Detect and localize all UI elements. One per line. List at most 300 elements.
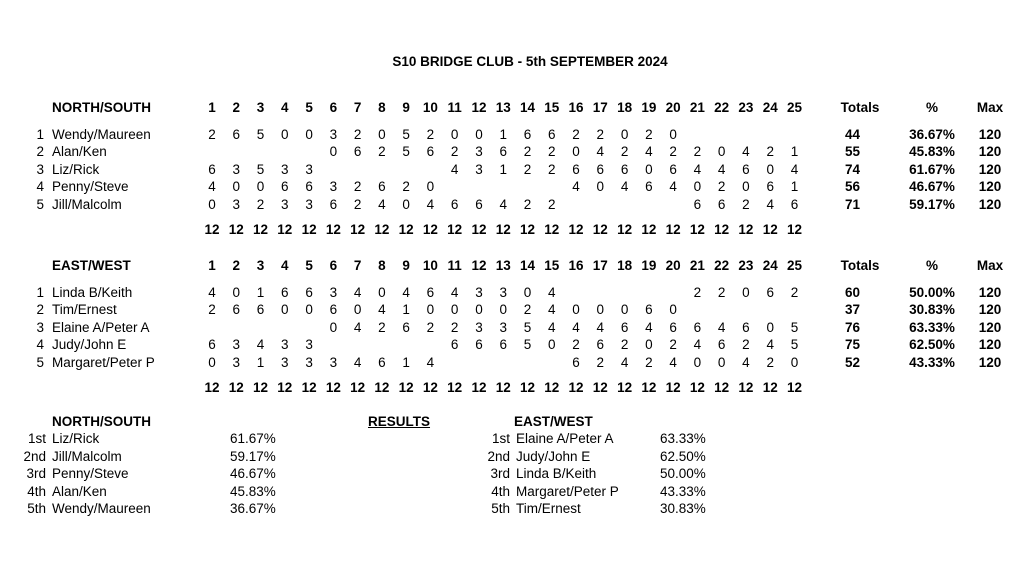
- board-score: 4: [450, 161, 459, 177]
- board-score: 4: [378, 302, 386, 318]
- result-place: 1st: [27, 431, 46, 446]
- board-score: 0: [548, 337, 556, 353]
- board-number-header: 3: [256, 258, 265, 273]
- pair-max: 120: [978, 144, 1002, 160]
- board-score: 0: [426, 302, 435, 318]
- board-top-count: 12: [447, 222, 463, 237]
- board-top-count: 12: [277, 222, 293, 237]
- result-pair: Jill/Malcolm: [52, 448, 122, 464]
- totals-header: Totals: [840, 258, 880, 273]
- board-number-header: 23: [738, 258, 754, 273]
- board-score: 3: [305, 161, 313, 177]
- board-score: 4: [402, 285, 410, 300]
- board-score: 5: [523, 337, 532, 353]
- board-score: 2: [742, 337, 750, 353]
- board-top-count: 12: [544, 222, 560, 237]
- board-score: 2: [742, 196, 750, 212]
- result-pair: Margaret/Peter P: [516, 483, 619, 499]
- result-place: 3rd: [26, 466, 46, 482]
- board-score: 6: [450, 196, 459, 212]
- board-number-header: 15: [544, 100, 560, 115]
- board-score: 4: [353, 285, 362, 300]
- board-number-header: 19: [641, 258, 657, 273]
- board-score: 4: [548, 319, 556, 335]
- board-top-count: 12: [665, 222, 681, 237]
- board-top-count: 12: [714, 380, 730, 395]
- pair-percent: 46.67%: [909, 179, 955, 195]
- board-number-header: 13: [495, 258, 511, 273]
- board-score: 4: [572, 179, 580, 195]
- board-score: 2: [450, 319, 459, 335]
- board-score: 2: [645, 354, 653, 370]
- board-score: 4: [426, 354, 435, 370]
- board-top-count: 12: [641, 222, 657, 237]
- result-pair: Judy/John E: [516, 448, 591, 464]
- board-top-count: 12: [519, 222, 536, 237]
- board-top-count: 12: [471, 222, 487, 237]
- board-score: 2: [669, 337, 677, 353]
- section-heading: NORTH/SOUTH: [52, 100, 151, 115]
- result-place: 1st: [491, 431, 510, 446]
- board-score: 0: [329, 319, 338, 335]
- board-score: 6: [669, 161, 677, 177]
- board-score: 6: [256, 302, 265, 318]
- result-percent: 45.83%: [230, 483, 276, 499]
- board-score: 0: [305, 127, 313, 142]
- pair-max: 120: [978, 354, 1002, 370]
- pair-number: 3: [36, 319, 44, 335]
- board-number-header: 14: [519, 258, 536, 273]
- board-score: 2: [402, 179, 410, 195]
- board-score: 2: [572, 337, 580, 353]
- board-top-count: 12: [325, 222, 341, 237]
- board-number-header: 16: [568, 100, 584, 115]
- board-number-header: 2: [232, 100, 241, 115]
- board-score: 4: [766, 337, 774, 353]
- board-score: 0: [475, 302, 483, 318]
- board-score: 6: [620, 161, 629, 177]
- pair-max: 120: [978, 302, 1002, 318]
- board-score: 1: [790, 144, 799, 160]
- board-score: 2: [353, 179, 362, 195]
- pair-total: 37: [844, 302, 860, 318]
- board-top-count: 12: [471, 380, 487, 395]
- board-score: 0: [256, 179, 265, 195]
- board-score: 3: [281, 337, 289, 353]
- board-top-count: 12: [495, 380, 511, 395]
- board-score: 2: [766, 144, 774, 160]
- board-score: 6: [329, 196, 338, 212]
- board-score: 2: [523, 144, 532, 160]
- board-score: 5: [256, 127, 265, 142]
- pair-max: 120: [978, 161, 1002, 177]
- board-score: 3: [232, 196, 241, 212]
- board-score: 4: [669, 354, 677, 370]
- board-score: 4: [693, 337, 702, 353]
- pair-percent: 30.83%: [909, 302, 955, 318]
- board-top-count: 12: [447, 380, 463, 395]
- board-score: 0: [620, 127, 629, 142]
- board-number-header: 12: [471, 258, 487, 273]
- board-score: 0: [378, 127, 386, 142]
- board-score: 4: [790, 161, 799, 177]
- board-score: 6: [329, 302, 338, 318]
- pair-max: 120: [978, 319, 1002, 335]
- pair-percent: 43.33%: [909, 354, 955, 370]
- board-score: 0: [232, 285, 241, 300]
- section-heading: EAST/WEST: [52, 258, 131, 273]
- board-score: 0: [596, 302, 605, 318]
- board-score: 6: [426, 144, 435, 160]
- board-top-count: 12: [253, 222, 269, 237]
- board-score: 3: [499, 285, 507, 300]
- pair-number: 4: [36, 337, 44, 353]
- board-number-header: 18: [617, 258, 633, 273]
- board-score: 6: [693, 196, 702, 212]
- board-number-header: 10: [422, 258, 438, 273]
- board-score: 6: [766, 285, 774, 300]
- board-top-count: 12: [228, 380, 244, 395]
- pair-total: 55: [844, 144, 860, 160]
- result-percent: 63.33%: [660, 431, 706, 446]
- board-score: 4: [353, 354, 362, 370]
- board-score: 0: [305, 302, 313, 318]
- board-number-header: 21: [689, 258, 705, 273]
- board-top-count: 12: [398, 222, 414, 237]
- pair-number: 5: [36, 196, 44, 212]
- board-score: 0: [281, 127, 289, 142]
- board-score: 1: [256, 354, 265, 370]
- board-score: 6: [742, 319, 750, 335]
- board-score: 6: [281, 179, 289, 195]
- board-score: 0: [450, 302, 459, 318]
- pair-names: Margaret/Peter P: [52, 354, 155, 370]
- pair-percent: 59.17%: [909, 196, 955, 212]
- result-percent: 50.00%: [660, 466, 706, 482]
- pair-names: Linda B/Keith: [52, 285, 133, 300]
- board-score: 2: [693, 285, 702, 300]
- result-percent: 61.67%: [230, 431, 276, 446]
- board-score: 2: [548, 161, 556, 177]
- board-score: 3: [281, 161, 289, 177]
- board-score: 2: [717, 179, 726, 195]
- board-score: 2: [353, 127, 362, 142]
- board-number-header: 22: [714, 100, 730, 115]
- pair-percent: 45.83%: [909, 144, 955, 160]
- result-pair: Linda B/Keith: [516, 466, 597, 482]
- board-score: 4: [426, 196, 435, 212]
- pair-number: 4: [36, 179, 44, 195]
- result-pair: Tim/Ernest: [516, 501, 581, 517]
- board-number-header: 11: [447, 100, 462, 115]
- result-pair: Wendy/Maureen: [52, 501, 151, 517]
- board-number-header: 20: [665, 100, 681, 115]
- board-score: 6: [305, 285, 313, 300]
- board-number-header: 21: [689, 100, 705, 115]
- board-top-count: 12: [738, 380, 754, 395]
- board-number-header: 4: [281, 258, 289, 273]
- board-score: 4: [620, 354, 629, 370]
- board-score: 6: [596, 337, 605, 353]
- results-ew-heading: EAST/WEST: [514, 414, 593, 429]
- result-percent: 62.50%: [660, 448, 706, 464]
- pair-total: 74: [844, 161, 860, 177]
- board-score: 4: [645, 319, 653, 335]
- board-score: 3: [232, 337, 241, 353]
- board-score: 2: [645, 127, 653, 142]
- board-score: 0: [693, 179, 702, 195]
- board-score: 6: [572, 161, 580, 177]
- board-score: 4: [548, 285, 556, 300]
- board-number-header: 6: [329, 100, 338, 115]
- max-header: Max: [976, 100, 1004, 115]
- board-score: 3: [475, 319, 483, 335]
- board-top-count: 12: [568, 380, 584, 395]
- board-score: 2: [766, 354, 774, 370]
- board-score: 2: [450, 144, 459, 160]
- board-score: 1: [256, 285, 265, 300]
- board-score: 6: [548, 127, 556, 142]
- board-score: 5: [523, 319, 532, 335]
- board-number-header: 9: [402, 100, 410, 115]
- board-score: 4: [378, 196, 386, 212]
- board-number-header: 17: [592, 258, 608, 273]
- board-score: 3: [305, 354, 313, 370]
- board-score: 6: [717, 196, 726, 212]
- pair-names: Elaine A/Peter A: [52, 319, 150, 335]
- pair-max: 120: [978, 127, 1002, 142]
- board-score: 0: [645, 337, 653, 353]
- board-top-count: 12: [568, 222, 584, 237]
- board-score: 4: [548, 302, 556, 318]
- board-score: 3: [499, 319, 507, 335]
- result-place: 4th: [27, 483, 46, 499]
- board-score: 0: [426, 179, 435, 195]
- result-pair: Liz/Rick: [52, 431, 100, 446]
- result-place: 5th: [491, 501, 510, 517]
- board-score: 6: [499, 337, 507, 353]
- board-number-header: 1: [208, 258, 216, 273]
- board-score: 4: [208, 179, 216, 195]
- board-score: 2: [669, 144, 677, 160]
- board-score: 0: [572, 144, 580, 160]
- board-score: 6: [426, 285, 435, 300]
- board-score: 4: [645, 144, 653, 160]
- board-score: 0: [208, 196, 216, 212]
- board-number-header: 14: [519, 100, 536, 115]
- board-score: 4: [669, 179, 677, 195]
- board-score: 4: [499, 196, 507, 212]
- board-score: 2: [426, 319, 435, 335]
- pair-total: 44: [844, 127, 860, 142]
- result-percent: 46.67%: [230, 466, 276, 482]
- board-score: 0: [378, 285, 386, 300]
- board-number-header: 8: [378, 258, 386, 273]
- board-top-count: 12: [301, 222, 317, 237]
- board-top-count: 12: [762, 222, 778, 237]
- board-score: 5: [402, 144, 410, 160]
- board-number-header: 6: [329, 258, 338, 273]
- board-score: 0: [717, 354, 726, 370]
- board-score: 3: [329, 285, 338, 300]
- pair-names: Wendy/Maureen: [52, 127, 151, 142]
- board-top-count: 12: [374, 380, 390, 395]
- board-score: 2: [378, 144, 386, 160]
- board-score: 0: [572, 302, 580, 318]
- board-score: 0: [402, 196, 410, 212]
- board-score: 6: [596, 161, 605, 177]
- result-place: 3rd: [490, 466, 510, 482]
- board-score: 2: [717, 285, 726, 300]
- board-score: 0: [475, 127, 483, 142]
- board-top-count: 12: [422, 222, 438, 237]
- board-score: 6: [450, 337, 459, 353]
- board-top-count: 12: [592, 380, 608, 395]
- board-top-count: 12: [422, 380, 438, 395]
- pair-total: 52: [844, 354, 860, 370]
- board-number-header: 11: [447, 258, 462, 273]
- board-score: 2: [208, 127, 216, 142]
- pair-percent: 50.00%: [909, 285, 955, 300]
- board-top-count: 12: [301, 380, 317, 395]
- board-score: 4: [450, 285, 459, 300]
- board-score: 0: [450, 127, 459, 142]
- pair-percent: 36.67%: [909, 127, 955, 142]
- board-top-count: 12: [519, 380, 536, 395]
- board-top-count: 12: [592, 222, 608, 237]
- board-score: 4: [596, 319, 605, 335]
- board-score: 3: [232, 161, 241, 177]
- board-score: 6: [620, 319, 629, 335]
- board-number-header: 12: [471, 100, 487, 115]
- board-score: 2: [208, 302, 216, 318]
- board-score: 6: [475, 337, 483, 353]
- board-top-count: 12: [738, 222, 754, 237]
- max-header: Max: [976, 258, 1004, 273]
- board-score: 1: [499, 127, 507, 142]
- board-score: 6: [790, 196, 799, 212]
- board-score: 3: [475, 144, 483, 160]
- board-top-count: 12: [786, 380, 802, 395]
- board-score: 0: [669, 127, 677, 142]
- board-number-header: 4: [281, 100, 289, 115]
- board-score: 6: [378, 354, 386, 370]
- board-score: 1: [402, 302, 410, 318]
- board-score: 4: [208, 285, 216, 300]
- board-score: 6: [693, 319, 702, 335]
- board-number-header: 25: [786, 100, 802, 115]
- board-score: 2: [378, 319, 386, 335]
- board-score: 2: [523, 161, 532, 177]
- board-score: 2: [548, 144, 556, 160]
- pair-names: Penny/Steve: [52, 179, 129, 195]
- board-score: 2: [426, 127, 435, 142]
- board-score: 0: [742, 285, 750, 300]
- board-score: 4: [256, 337, 265, 353]
- board-score: 4: [353, 319, 362, 335]
- pair-number: 2: [36, 302, 44, 318]
- pair-number: 1: [36, 127, 44, 142]
- board-number-header: 3: [256, 100, 265, 115]
- board-score: 2: [523, 196, 532, 212]
- board-score: 0: [742, 179, 750, 195]
- board-score: 2: [523, 302, 532, 318]
- pair-names: Liz/Rick: [52, 161, 100, 177]
- board-score: 5: [790, 319, 799, 335]
- pair-percent: 63.33%: [909, 319, 955, 335]
- board-score: 2: [790, 285, 799, 300]
- pair-max: 120: [978, 337, 1002, 353]
- board-score: 0: [790, 354, 799, 370]
- board-score: 4: [717, 319, 726, 335]
- board-top-count: 12: [374, 222, 390, 237]
- board-score: 0: [232, 179, 241, 195]
- board-score: 3: [305, 337, 313, 353]
- pair-names: Alan/Ken: [52, 144, 107, 160]
- board-top-count: 12: [665, 380, 681, 395]
- board-score: 1: [790, 179, 799, 195]
- board-score: 6: [232, 127, 241, 142]
- result-percent: 36.67%: [230, 501, 276, 517]
- board-number-header: 24: [762, 100, 778, 115]
- board-score: 4: [717, 161, 726, 177]
- board-top-count: 12: [495, 222, 511, 237]
- board-score: 3: [475, 161, 483, 177]
- percent-header: %: [925, 258, 938, 273]
- results-ns-heading: NORTH/SOUTH: [52, 414, 151, 429]
- board-score: 0: [669, 302, 677, 318]
- board-score: 2: [572, 127, 580, 142]
- board-number-header: 16: [568, 258, 584, 273]
- board-score: 5: [256, 161, 265, 177]
- board-number-header: 17: [592, 100, 608, 115]
- board-number-header: 5: [305, 258, 313, 273]
- board-score: 6: [232, 302, 241, 318]
- board-top-count: 12: [277, 380, 293, 395]
- result-percent: 30.83%: [660, 501, 706, 517]
- board-score: 2: [596, 354, 605, 370]
- board-score: 6: [378, 179, 386, 195]
- board-score: 0: [693, 354, 702, 370]
- board-top-count: 12: [617, 380, 633, 395]
- pair-max: 120: [978, 196, 1002, 212]
- board-score: 6: [499, 144, 507, 160]
- board-score: 1: [499, 161, 507, 177]
- board-score: 3: [475, 285, 483, 300]
- pair-total: 75: [844, 337, 860, 353]
- board-score: 2: [353, 196, 362, 212]
- board-score: 3: [281, 354, 289, 370]
- board-score: 0: [766, 319, 774, 335]
- pair-names: Jill/Malcolm: [52, 196, 122, 212]
- board-score: 4: [742, 144, 750, 160]
- board-top-count: 12: [689, 380, 705, 395]
- results-heading: RESULTS: [368, 414, 431, 429]
- pair-percent: 61.67%: [909, 161, 955, 177]
- board-top-count: 12: [325, 380, 341, 395]
- board-top-count: 12: [641, 380, 657, 395]
- board-score: 6: [475, 196, 483, 212]
- board-score: 4: [742, 354, 750, 370]
- board-top-count: 12: [689, 222, 705, 237]
- board-number-header: 19: [641, 100, 657, 115]
- board-score: 0: [717, 144, 726, 160]
- board-number-header: 7: [353, 258, 362, 273]
- board-score: 3: [329, 127, 338, 142]
- board-number-header: 13: [495, 100, 511, 115]
- board-score: 6: [572, 354, 580, 370]
- board-score: 2: [596, 127, 605, 142]
